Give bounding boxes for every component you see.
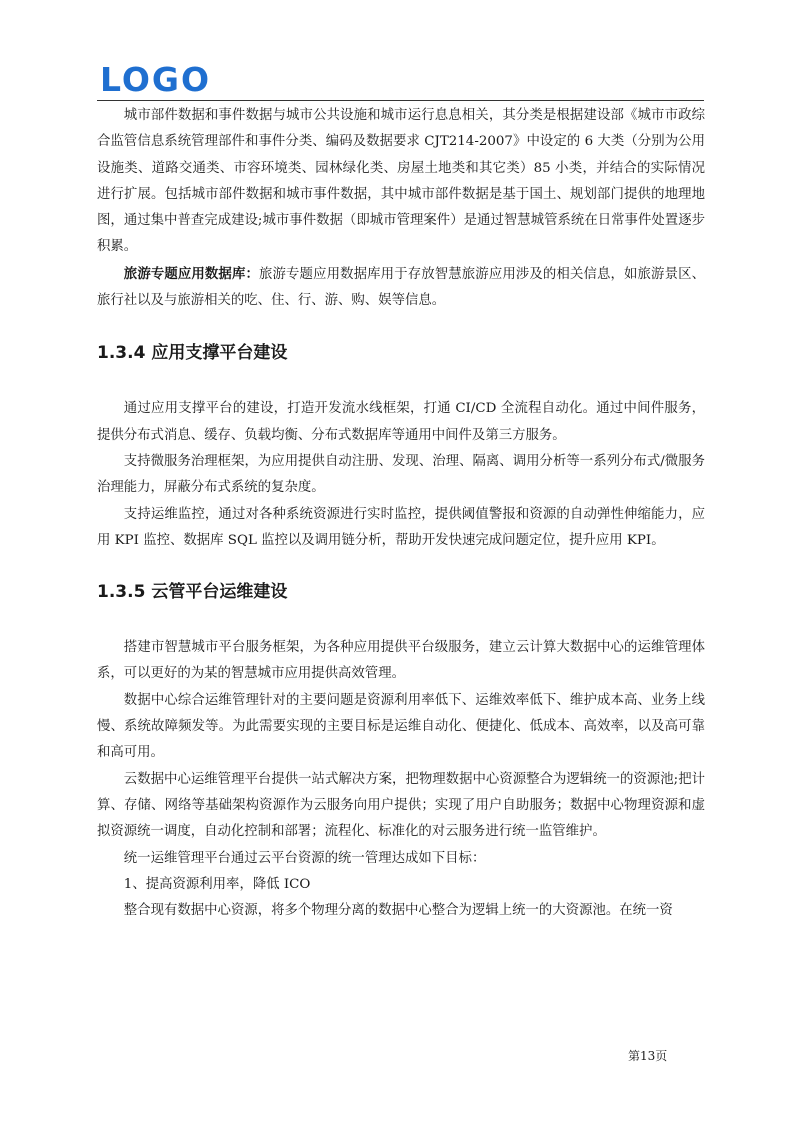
paragraph-cloud-ops-5: 整合现有数据中心资源，将多个物理分离的数据中心整合为逻辑上统一的大资源池。在统一资 <box>123 903 673 919</box>
page-number: 第13页 <box>628 1049 668 1063</box>
tourism-lead-label: 旅游专题应用数据库： <box>123 265 259 282</box>
paragraph-app-support-1: 通过应用支撑平台的建设，打造开发流水线框架，打通 CI/CD 全流程自动化。通过中间件服务，提供分布式消息、缓存、负载均衡、分布式数据库等通用中间件及第三方服务。 <box>97 401 705 443</box>
paragraph-city-components: 城市部件数据和事件数据与城市公共设施和城市运行息息相关，其分类是根据建设部《城市市政综合监管信息系统管理部件和事件分类、编码及数据要求 CJT214-2007》中设定的 6 大类（分别为公用设施类、道路交通类、市容环境类、园林绿化类、房屋土地类和其它类）85 小类，并结合的实际情况进行扩展。包括城市部件数据和城市事件数据，其中城市部件数据是基于国土、规划部门提供的地理地图，通过集中普查完成建设;城市事件数据（即城市管理案件）是通过智慧城管系统在日常事件处置逐步积累。 <box>97 108 705 255</box>
paragraph-app-support-2: 支持微服务治理框架，为应用提供自动注册、发现、治理、隔离、调用分析等一系列分布式/微服务治理能力，屏蔽分布式系统的复杂度。 <box>97 453 705 496</box>
paragraph-app-support-3: 支持运维监控，通过对各种系统资源进行实时监控，提供阈值警报和资源的自动弹性伸缩能力，应用 KPI 监控、数据库 SQL 监控以及调用链分析，帮助开发快速完成问题定位，提升应用 KPI。 <box>97 506 705 548</box>
document-body <box>97 103 705 924</box>
section-heading-1-3-4: 1.3.4 应用支撑平台建设 <box>97 343 288 364</box>
logo: LOGO <box>100 60 212 99</box>
paragraph-cloud-ops-list-item: 1、提高资源利用率，降低 ICO <box>123 876 311 892</box>
header-divider <box>97 100 704 101</box>
paragraph-cloud-ops-2: 数据中心综合运维管理针对的主要问题是资源利用率低下、运维效率低下、维护成本高、业务上线慢、系统故障频发等。为此需要实现的主要目标是运维自动化、便捷化、低成本、高效率，以及高可靠和高可用。 <box>97 692 705 761</box>
section-heading-1-3-5: 1.3.5 云管平台运维建设 <box>97 582 288 603</box>
tourism-text: 旅游专题应用数据库用于存放智慧旅游应用涉及的相关信息，如旅游景区、旅行社以及与旅游相关的吃、住、行、游、购、娱等信息。 <box>97 266 706 309</box>
paragraph-tourism-database <box>97 261 705 315</box>
paragraph-cloud-ops-1: 搭建市智慧城市平台服务框架，为各种应用提供平台级服务，建立云计算大数据中心的运维管理体系，可以更好的为某的智慧城市应用提供高效管理。 <box>97 640 705 682</box>
paragraph-cloud-ops-3: 云数据中心运维管理平台提供一站式解决方案，把物理数据中心资源整合为逻辑统一的资源池;把计算、存储、网络等基础架构资源作为云服务向用户提供；实现了用户自助服务；数据中心物理资源和虚拟资源统一调度，自动化控制和部署；流程化、标准化的对云服务进行统一监管维护。 <box>97 771 705 840</box>
paragraph-cloud-ops-4: 统一运维管理平台通过云平台资源的统一管理达成如下目标： <box>123 850 486 866</box>
